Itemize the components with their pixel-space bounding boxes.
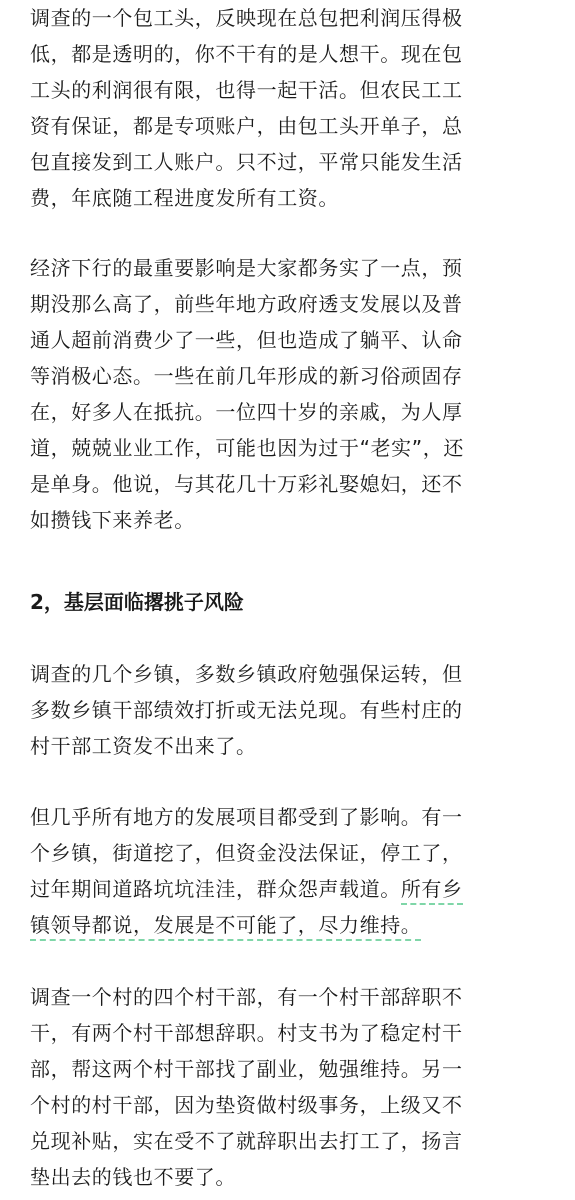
paragraph-line (30, 907, 463, 943)
paragraph-2 (30, 250, 464, 538)
paragraph-line (30, 871, 463, 907)
paragraph-line: 通人超前消费少了一些，但也造成了躺平、认命 (30, 328, 463, 352)
paragraph-3 (30, 656, 463, 764)
paragraph-line: 是单身。他说，与其花几十万彩礼娶媳妇，还不 (30, 472, 463, 496)
paragraph-5 (30, 979, 463, 1195)
paragraph-line: 包直接发到工人账户。只不过，平常只能发生活 (30, 150, 463, 174)
plain-text: 过年期间道路坑坑洼洼，群众怨声载道。 (30, 877, 401, 901)
paragraph-line: 多数乡镇干部绩效打折或无法兑现。有些村庄的 (30, 698, 463, 722)
paragraph-line: 等消极心态。一些在前几年形成的新习俗顽固存 (30, 364, 463, 388)
paragraph-line: 期没那么高了，前些年地方政府透支发展以及普 (30, 292, 463, 316)
paragraph-line: 兑现补贴，实在受不了就辞职出去打工了，扬言 (30, 1129, 463, 1153)
highlighted-text[interactable]: 所有乡 (401, 877, 463, 905)
paragraph-line: 道，兢兢业业工作，可能也因为过于“老实”，还 (30, 436, 464, 460)
paragraph-line: 调查的一个包工头，反映现在总包把利润压得极 (30, 6, 463, 30)
paragraph-line: 资有保证，都是专项账户，由包工头开单子，总 (30, 114, 463, 138)
paragraph-line: 干，有两个村干部想辞职。村支书为了稳定村干 (30, 1021, 463, 1045)
paragraph-line: 部，帮这两个村干部找了副业，勉强维持。另一 (30, 1057, 463, 1081)
paragraph-line: 调查的几个乡镇，多数乡镇政府勉强保运转，但 (30, 662, 463, 686)
paragraph-line: 在，好多人在抵抗。一位四十岁的亲戚，为人厚 (30, 400, 463, 424)
paragraph-line: 个村的村干部，因为垫资做村级事务，上级又不 (30, 1093, 463, 1117)
paragraph-line: 工头的利润很有限，也得一起干活。但农民工工 (30, 78, 463, 102)
paragraph-line: 调查一个村的四个村干部，有一个村干部辞职不 (30, 985, 463, 1009)
paragraph-4 (30, 799, 463, 943)
paragraph-line: 如攒钱下来养老。 (30, 508, 195, 532)
paragraph-1 (30, 0, 463, 216)
section-heading: 2，基层面临撂挑子风险 (30, 590, 244, 614)
paragraph-line: 但几乎所有地方的发展项目都受到了影响。有一 (30, 805, 463, 829)
paragraph-line: 个乡镇，街道挖了，但资金没法保证，停工了， (30, 841, 463, 865)
paragraph-line: 经济下行的最重要影响是大家都务实了一点，预 (30, 256, 463, 280)
highlighted-text[interactable]: 镇领导都说，发展是不可能了，尽力维持。 (30, 913, 421, 941)
paragraph-line: 费，年底随工程进度发所有工资。 (30, 186, 339, 210)
paragraph-line: 垫出去的钱也不要了。 (30, 1165, 236, 1189)
paragraph-line: 村干部工资发不出来了。 (30, 734, 257, 758)
paragraph-line: 低，都是透明的，你不干有的是人想干。现在包 (30, 42, 463, 66)
